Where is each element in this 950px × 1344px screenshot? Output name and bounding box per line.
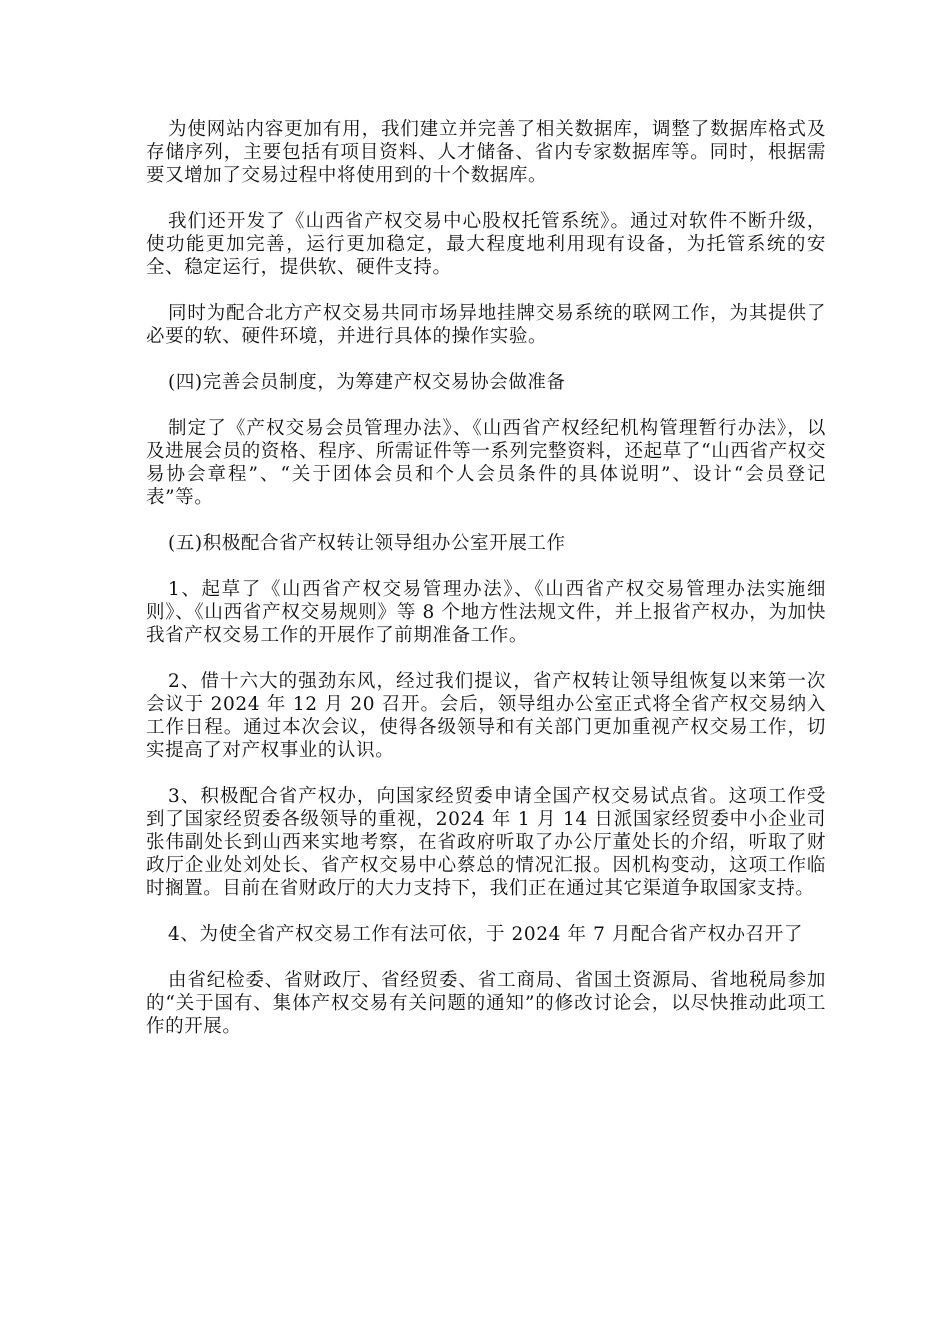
paragraph-meeting: 由省纪检委、省财政厅、省经贸委、省工商局、省国土资源局、省地税局参加的“关于国有、集体产权交易有关问题的通知”的修改讨论会，以尽快推动此项工作的开展。	[146, 970, 826, 1037]
paragraph-item-1: 1、起草了《山西省产权交易管理办法》、《山西省产权交易管理办法实施细则》、《山西省产权交易规则》等 8 个地方性法规文件，并上报省产权办，为加快我省产权交易工作的开展作了前期准备工作。	[146, 579, 826, 646]
paragraph-network: 同时为配合北方产权交易共同市场异地挂牌交易系统的联网工作，为其提供了必要的软、硬件环境，并进行具体的操作实验。	[146, 303, 826, 347]
paragraph-item-4: 4、为使全省产权交易工作有法可依，于 2024 年 7 月配合省产权办召开了	[168, 924, 803, 945]
section-heading-4: (四)完善会员制度，为筹建产权交易协会做准备	[168, 372, 566, 393]
paragraph-item-2: 2、借十六大的强劲东风，经过我们提议，省产权转让领导组恢复以来第一次会议于 2024 年 12 月 20 召开。会后，领导组办公室正式将全省产权交易纳入工作日程。通过本次会议，使得各级领导和有关部门更加重视产权交易工作，切实提高了对产权事业的认识。	[146, 671, 826, 761]
paragraph-membership: 制定了《产权交易会员管理办法》、《山西省产权经纪机构管理暂行办法》，以及进展会员的资格、程序、所需证件等一系列完整资料，还起草了“山西省产权交易协会章程”、“关于团体会员和个人会员条件的具体说明”、设计“会员登记表”等。	[146, 418, 826, 508]
document-body	[146, 118, 826, 1061]
paragraph-custody-system: 我们还开发了《山西省产权交易中心股权托管系统》。通过对软件不断升级，使功能更加完善，运行更加稳定，最大程度地利用现有设备，为托管系统的安全、稳定运行，提供软、硬件支持。	[146, 211, 826, 278]
paragraph-database: 为使网站内容更加有用，我们建立并完善了相关数据库，调整了数据库格式及存储序列，主要包括有项目资料、人才储备、省内专家数据库等。同时，根据需要又增加了交易过程中将使用到的十个数据库。	[146, 119, 826, 186]
paragraph-item-3: 3、积极配合省产权办，向国家经贸委申请全国产权交易试点省。这项工作受到了国家经贸委各级领导的重视，2024 年 1 月 14 日派国家经贸委中小企业司张伟副处长到山西来实地考察，在省政府听取了办公厅董处长的介绍，听取了财政厅企业处刘处长、省产权交易中心蔡总的情况汇报。因机构变动，这项工作临时搁置。目前在省财政厅的大力支持下，我们正在通过其它渠道争取国家支持。	[146, 786, 826, 899]
section-heading-5: (五)积极配合省产权转让领导组办公室开展工作	[168, 533, 566, 554]
